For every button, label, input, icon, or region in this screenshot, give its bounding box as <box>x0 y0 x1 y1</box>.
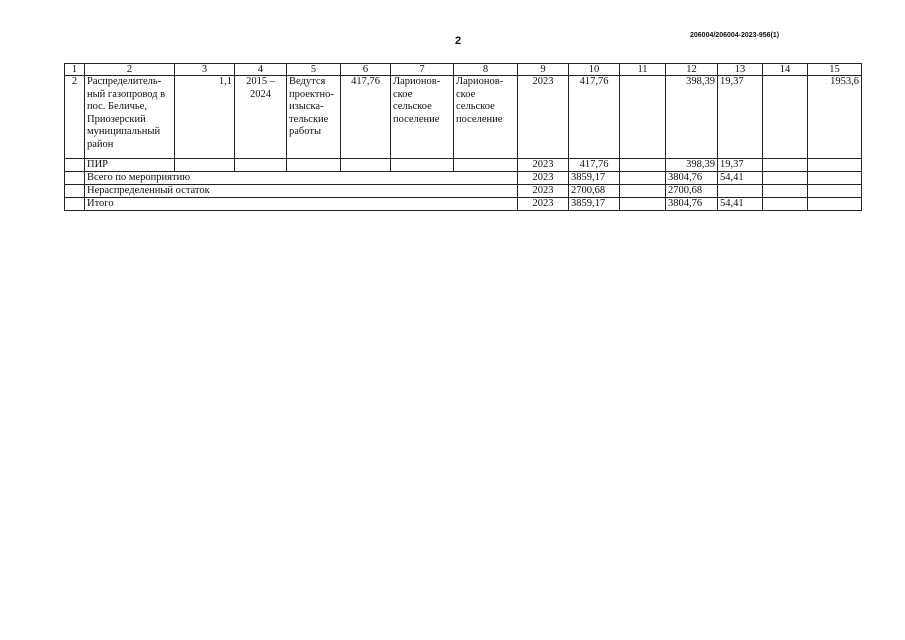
table-row <box>65 159 862 172</box>
col13-cell: 54,41 <box>718 198 763 211</box>
total-cell: 417,76 <box>569 76 620 159</box>
empty-cell <box>620 172 666 185</box>
empty-cell <box>763 159 808 172</box>
empty-cell <box>620 198 666 211</box>
header-cell: 10 <box>569 64 620 76</box>
empty-cell <box>65 172 85 185</box>
col12-cell: 3804,76 <box>666 198 718 211</box>
col14-cell <box>763 76 808 159</box>
table-row <box>65 185 862 198</box>
empty-cell <box>454 159 518 172</box>
year-cell: 2023 <box>518 159 569 172</box>
empty-cell <box>65 159 85 172</box>
empty-cell <box>620 159 666 172</box>
row-label: Итого <box>85 198 518 211</box>
empty-cell <box>763 198 808 211</box>
header-cell: 5 <box>287 64 341 76</box>
length-cell: 1,1 <box>175 76 235 159</box>
empty-cell <box>808 185 862 198</box>
col13-cell: 19,37 <box>718 76 763 159</box>
row-label: ПИР <box>85 159 175 172</box>
table-row <box>65 76 862 159</box>
empty-cell <box>391 159 454 172</box>
col15-cell: 1953,6 <box>808 76 862 159</box>
col13-cell <box>718 185 763 198</box>
header-cell: 2 <box>85 64 175 76</box>
object-name: Распределитель-ный газопровод в пос. Беличье, Приозерский муниципальный район <box>85 76 175 159</box>
year-cell: 2023 <box>518 185 569 198</box>
col13-cell: 19,37 <box>718 159 763 172</box>
header-cell: 4 <box>235 64 287 76</box>
col7-cell: Ларионов-ское сельское поселение <box>391 76 454 159</box>
header-cell: 3 <box>175 64 235 76</box>
row-number: 2 <box>65 76 85 159</box>
header-cell: 8 <box>454 64 518 76</box>
table-row <box>65 172 862 185</box>
empty-cell <box>287 159 341 172</box>
year-cell: 2023 <box>518 76 569 159</box>
data-table <box>64 63 862 211</box>
status-cell: Ведутся проектно-изыска-тельские работы <box>287 76 341 159</box>
total-cell: 3859,17 <box>569 172 620 185</box>
empty-cell <box>808 159 862 172</box>
col11-cell <box>620 76 666 159</box>
header-cell: 12 <box>666 64 718 76</box>
empty-cell <box>620 185 666 198</box>
document-id: 206004/206004-2023-956(1) <box>690 32 780 39</box>
col13-cell: 54,41 <box>718 172 763 185</box>
year-cell: 2023 <box>518 172 569 185</box>
col12-cell: 398,39 <box>666 159 718 172</box>
empty-cell <box>763 185 808 198</box>
total-cell: 2700,68 <box>569 185 620 198</box>
year-cell: 2023 <box>518 198 569 211</box>
total-cell: 417,76 <box>569 159 620 172</box>
page-number: 2 <box>455 35 462 47</box>
table-row <box>65 198 862 211</box>
col12-cell: 3804,76 <box>666 172 718 185</box>
empty-cell <box>175 159 235 172</box>
header-cell: 1 <box>65 64 85 76</box>
empty-cell <box>65 198 85 211</box>
row-label: Нераспределенный остаток <box>85 185 518 198</box>
header-cell: 11 <box>620 64 666 76</box>
col12-cell: 2700,68 <box>666 185 718 198</box>
col12-cell: 398,39 <box>666 76 718 159</box>
header-row <box>65 64 862 76</box>
row-label: Всего по мероприятию <box>85 172 518 185</box>
empty-cell <box>763 172 808 185</box>
header-cell: 15 <box>808 64 862 76</box>
period-cell: 2015 – 2024 <box>235 76 287 159</box>
empty-cell <box>235 159 287 172</box>
empty-cell <box>65 185 85 198</box>
header-cell: 14 <box>763 64 808 76</box>
header-cell: 13 <box>718 64 763 76</box>
header-cell: 7 <box>391 64 454 76</box>
empty-cell <box>808 198 862 211</box>
col8-cell: Ларионов-ское сельское поселение <box>454 76 518 159</box>
empty-cell <box>341 159 391 172</box>
cost-cell: 417,76 <box>341 76 391 159</box>
total-cell: 3859,17 <box>569 198 620 211</box>
header-cell: 6 <box>341 64 391 76</box>
empty-cell <box>808 172 862 185</box>
header-cell: 9 <box>518 64 569 76</box>
